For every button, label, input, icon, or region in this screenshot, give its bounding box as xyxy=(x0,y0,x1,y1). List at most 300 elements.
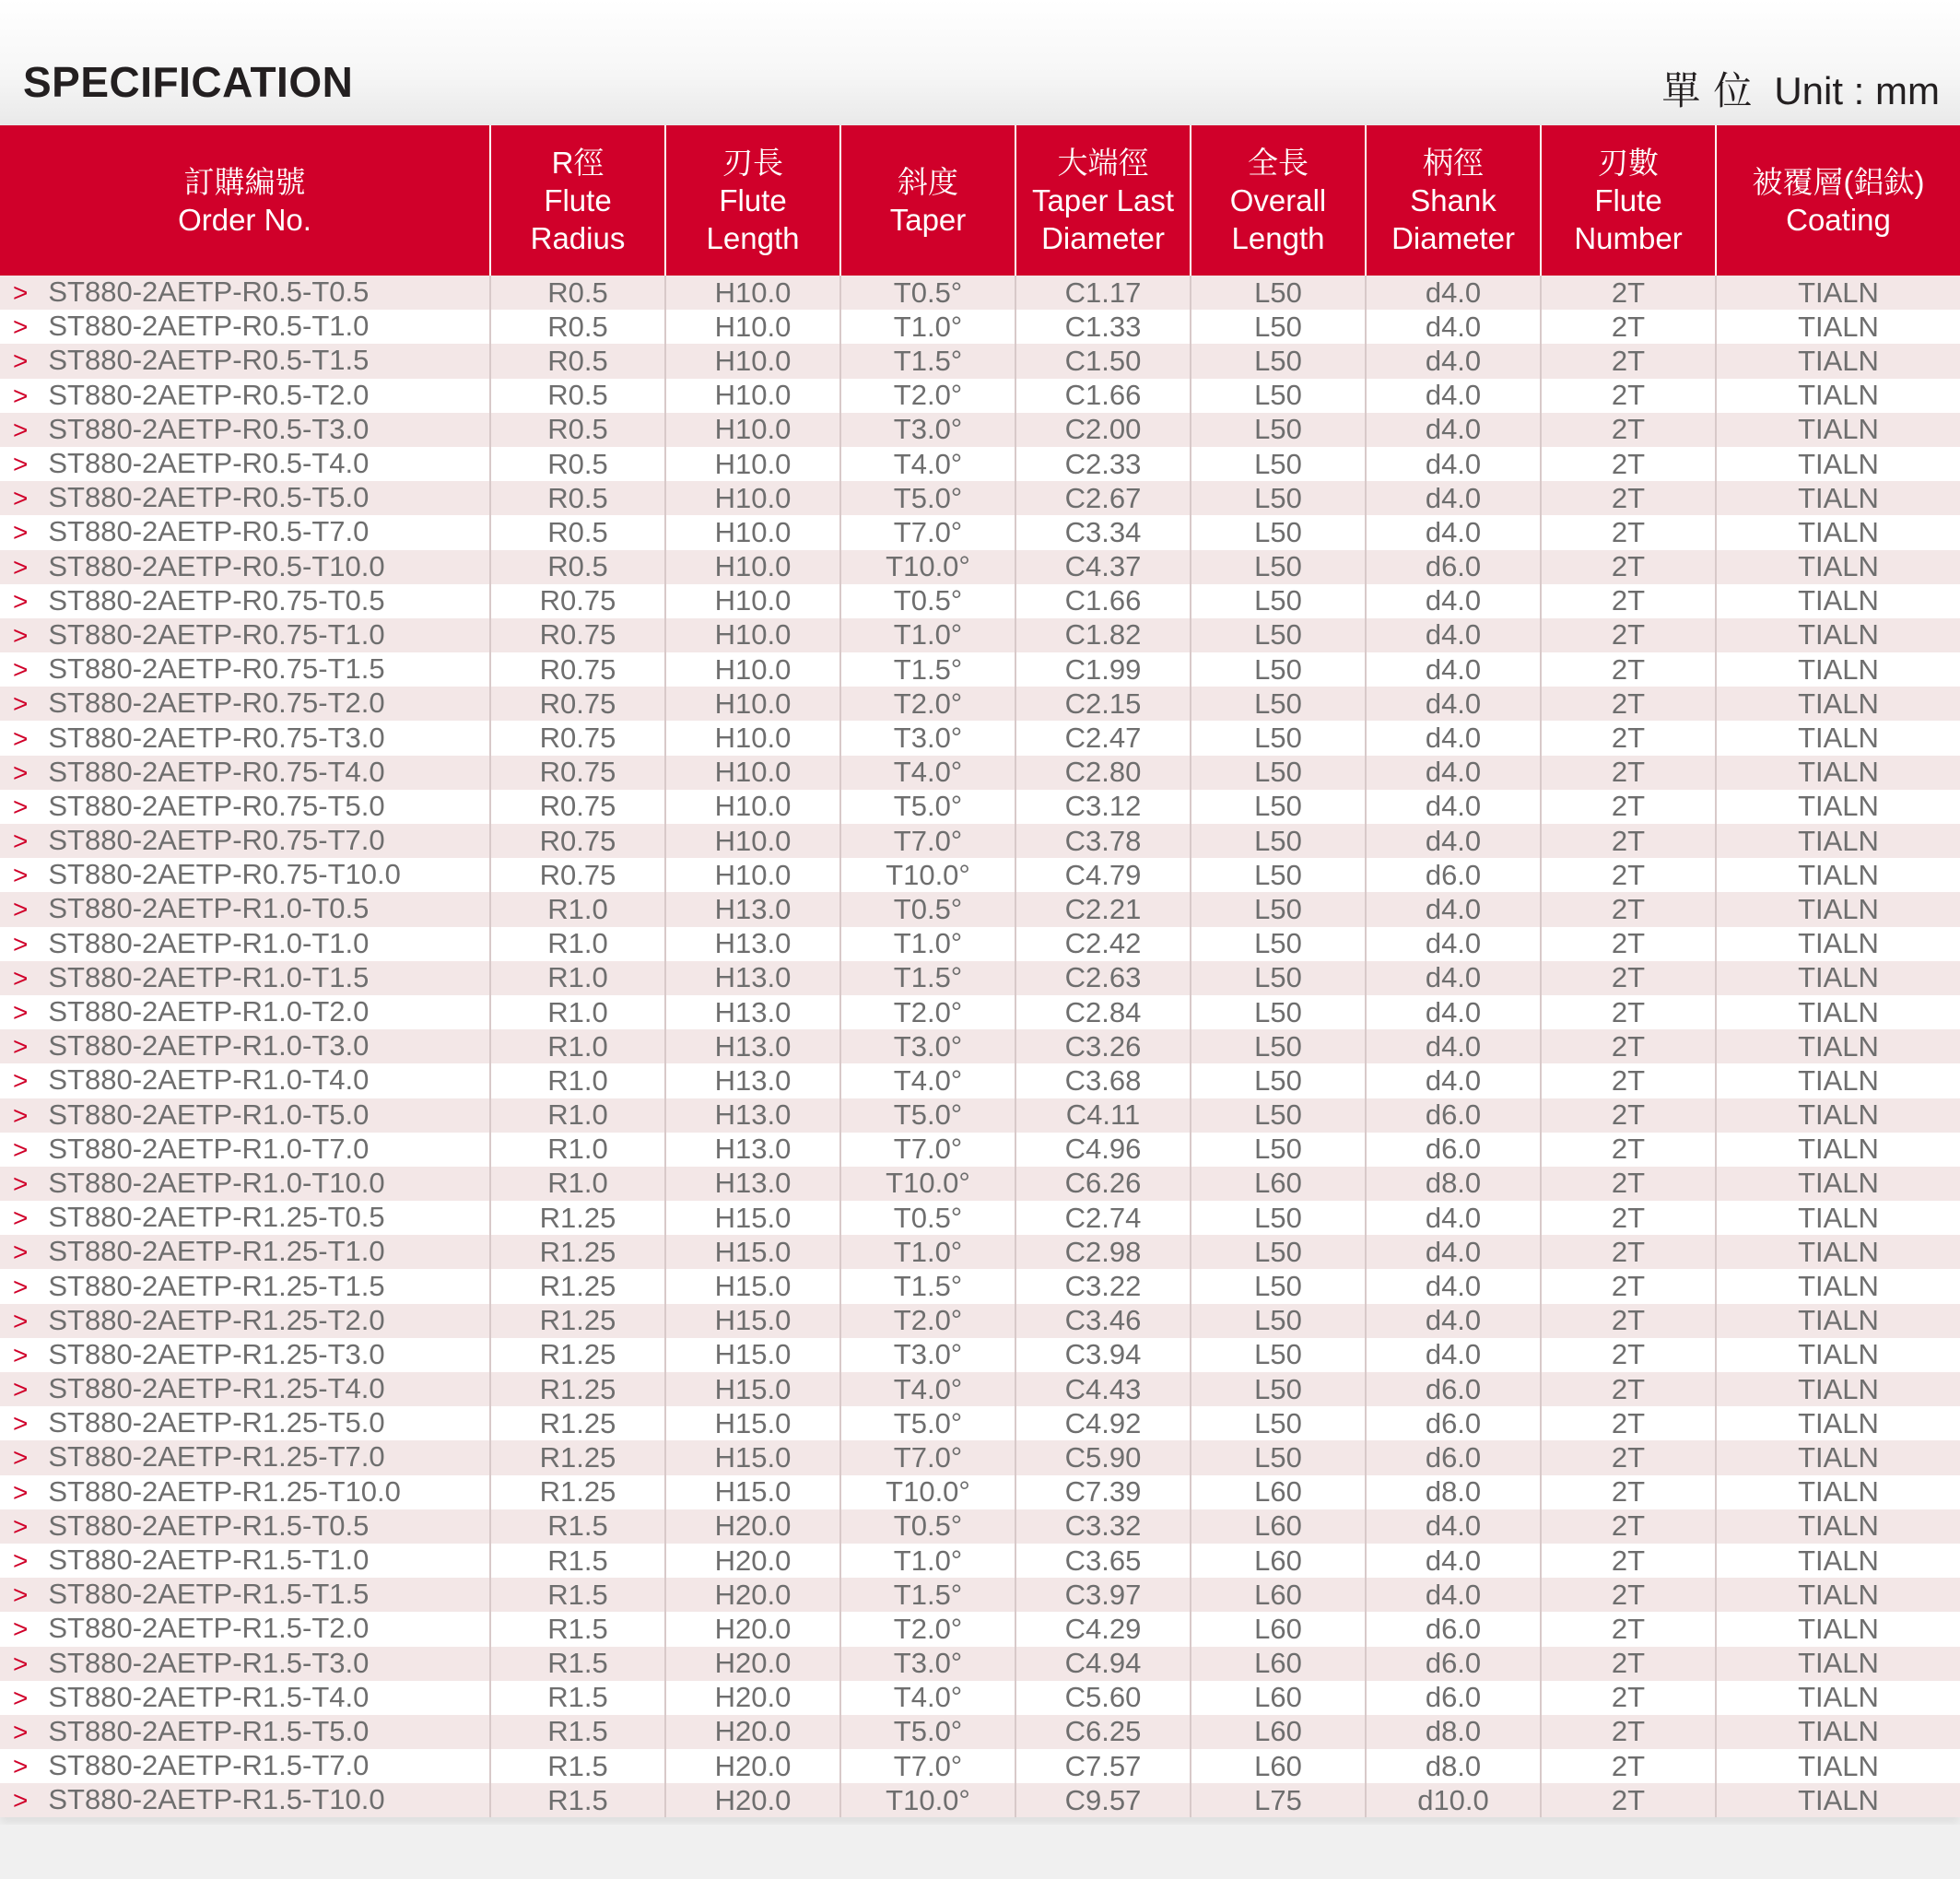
column-header-flute-radius xyxy=(490,125,665,276)
row-arrow-icon: > xyxy=(13,1649,29,1678)
table-row xyxy=(0,687,1960,721)
row-arrow-icon: > xyxy=(13,1443,29,1473)
table-row xyxy=(0,1406,1960,1440)
cell-coating: TIALN xyxy=(1716,276,1960,310)
cell-coating: TIALN xyxy=(1716,824,1960,858)
row-arrow-icon: > xyxy=(13,450,29,479)
column-header-en: Flute xyxy=(544,183,612,217)
table-row xyxy=(0,481,1960,515)
order-number: ST880-2AETP-R1.5-T1.5 xyxy=(48,1578,370,1611)
table-row xyxy=(0,995,1960,1029)
cell-taper-last-diameter: C3.32 xyxy=(1015,1509,1191,1544)
cell-taper: T10.0° xyxy=(840,858,1015,892)
cell-flute-number: 2T xyxy=(1541,1681,1716,1715)
cell-taper-last-diameter: C2.74 xyxy=(1015,1201,1191,1235)
row-arrow-icon: > xyxy=(13,861,29,890)
cell-flute-number: 2T xyxy=(1541,756,1716,790)
cell-flute-number: 2T xyxy=(1541,1544,1716,1578)
cell-taper: T5.0° xyxy=(840,1098,1015,1133)
cell-taper-last-diameter: C4.94 xyxy=(1015,1647,1191,1681)
order-number: ST880-2AETP-R1.0-T4.0 xyxy=(48,1063,370,1097)
cell-taper: T1.0° xyxy=(840,310,1015,344)
order-number: ST880-2AETP-R0.75-T4.0 xyxy=(48,755,385,788)
cell-coating: TIALN xyxy=(1716,1304,1960,1338)
cell-flute-radius: R1.0 xyxy=(490,1133,665,1167)
cell-flute-length: H13.0 xyxy=(665,961,840,995)
table-row xyxy=(0,1029,1960,1063)
cell-order-no xyxy=(0,995,490,1029)
cell-flute-number: 2T xyxy=(1541,515,1716,549)
cell-coating: TIALN xyxy=(1716,618,1960,652)
cell-overall-length: L50 xyxy=(1191,1440,1366,1474)
cell-overall-length: L50 xyxy=(1191,1304,1366,1338)
cell-coating: TIALN xyxy=(1716,1578,1960,1612)
cell-overall-length: L60 xyxy=(1191,1578,1366,1612)
cell-taper: T2.0° xyxy=(840,1304,1015,1338)
cell-coating: TIALN xyxy=(1716,1338,1960,1372)
table-row xyxy=(0,1098,1960,1133)
cell-taper: T10.0° xyxy=(840,1167,1015,1201)
cell-shank-diameter: d4.0 xyxy=(1366,1544,1541,1578)
cell-flute-number: 2T xyxy=(1541,1269,1716,1303)
cell-order-no xyxy=(0,892,490,926)
cell-flute-number: 2T xyxy=(1541,790,1716,824)
cell-shank-diameter: d8.0 xyxy=(1366,1167,1541,1201)
cell-shank-diameter: d4.0 xyxy=(1366,276,1541,310)
cell-taper-last-diameter: C3.34 xyxy=(1015,515,1191,549)
cell-order-no xyxy=(0,618,490,652)
cell-order-no xyxy=(0,1304,490,1338)
cell-taper-last-diameter: C3.65 xyxy=(1015,1544,1191,1578)
cell-taper: T7.0° xyxy=(840,1133,1015,1167)
cell-order-no xyxy=(0,687,490,721)
cell-flute-number: 2T xyxy=(1541,550,1716,584)
cell-flute-number: 2T xyxy=(1541,652,1716,687)
row-arrow-icon: > xyxy=(13,998,29,1028)
order-number: ST880-2AETP-R1.0-T3.0 xyxy=(48,1029,370,1063)
cell-shank-diameter: d4.0 xyxy=(1366,618,1541,652)
cell-overall-length: L50 xyxy=(1191,584,1366,618)
order-number: ST880-2AETP-R1.5-T0.5 xyxy=(48,1509,370,1542)
row-arrow-icon: > xyxy=(13,1306,29,1335)
cell-coating: TIALN xyxy=(1716,721,1960,755)
cell-flute-length: H13.0 xyxy=(665,1029,840,1063)
table-row xyxy=(0,1783,1960,1817)
cell-shank-diameter: d6.0 xyxy=(1366,1406,1541,1440)
cell-order-no xyxy=(0,1715,490,1749)
cell-flute-length: H20.0 xyxy=(665,1783,840,1817)
cell-flute-length: H20.0 xyxy=(665,1578,840,1612)
cell-taper: T5.0° xyxy=(840,1406,1015,1440)
cell-coating: TIALN xyxy=(1716,892,1960,926)
cell-overall-length: L50 xyxy=(1191,995,1366,1029)
cell-flute-number: 2T xyxy=(1541,1029,1716,1063)
cell-shank-diameter: d4.0 xyxy=(1366,310,1541,344)
row-arrow-icon: > xyxy=(13,757,29,787)
cell-taper: T5.0° xyxy=(840,481,1015,515)
row-arrow-icon: > xyxy=(13,1683,29,1712)
table-body xyxy=(0,276,1960,1817)
cell-flute-radius: R1.25 xyxy=(490,1269,665,1303)
cell-order-no xyxy=(0,1612,490,1646)
cell-overall-length: L50 xyxy=(1191,721,1366,755)
cell-flute-radius: R1.5 xyxy=(490,1578,665,1612)
order-number: ST880-2AETP-R0.5-T3.0 xyxy=(48,412,370,445)
row-arrow-icon: > xyxy=(13,346,29,376)
order-number: ST880-2AETP-R1.0-T2.0 xyxy=(48,995,370,1028)
table-row xyxy=(0,1304,1960,1338)
cell-shank-diameter: d8.0 xyxy=(1366,1715,1541,1749)
cell-taper-last-diameter: C4.92 xyxy=(1015,1406,1191,1440)
order-number: ST880-2AETP-R1.0-T1.0 xyxy=(48,926,370,959)
cell-overall-length: L50 xyxy=(1191,756,1366,790)
order-number: ST880-2AETP-R1.5-T5.0 xyxy=(48,1714,370,1747)
cell-flute-number: 2T xyxy=(1541,379,1716,413)
cell-flute-radius: R1.25 xyxy=(490,1475,665,1509)
column-header-zh: 被覆層(鋁鈦) xyxy=(1752,164,1925,199)
cell-order-no xyxy=(0,515,490,549)
cell-shank-diameter: d4.0 xyxy=(1366,721,1541,755)
cell-overall-length: L50 xyxy=(1191,687,1366,721)
order-number: ST880-2AETP-R1.25-T7.0 xyxy=(48,1440,385,1474)
table-row xyxy=(0,1063,1960,1098)
cell-flute-length: H20.0 xyxy=(665,1509,840,1544)
cell-taper-last-diameter: C2.00 xyxy=(1015,413,1191,447)
cell-taper-last-diameter: C2.63 xyxy=(1015,961,1191,995)
cell-flute-number: 2T xyxy=(1541,481,1716,515)
table-row xyxy=(0,1338,1960,1372)
cell-shank-diameter: d6.0 xyxy=(1366,1098,1541,1133)
cell-coating: TIALN xyxy=(1716,1406,1960,1440)
order-number: ST880-2AETP-R1.0-T1.5 xyxy=(48,960,370,993)
cell-taper: T5.0° xyxy=(840,790,1015,824)
cell-taper: T7.0° xyxy=(840,515,1015,549)
cell-taper: T7.0° xyxy=(840,1440,1015,1474)
cell-shank-diameter: d6.0 xyxy=(1366,1133,1541,1167)
cell-flute-radius: R1.0 xyxy=(490,961,665,995)
cell-coating: TIALN xyxy=(1716,1029,1960,1063)
row-arrow-icon: > xyxy=(13,1066,29,1096)
column-header-en: Shank xyxy=(1410,183,1496,217)
cell-flute-radius: R1.25 xyxy=(490,1440,665,1474)
row-arrow-icon: > xyxy=(13,1100,29,1130)
row-arrow-icon: > xyxy=(13,1340,29,1369)
cell-taper: T1.0° xyxy=(840,618,1015,652)
cell-taper: T5.0° xyxy=(840,1715,1015,1749)
cell-flute-length: H10.0 xyxy=(665,858,840,892)
cell-order-no xyxy=(0,1098,490,1133)
cell-order-no xyxy=(0,652,490,687)
cell-taper-last-diameter: C2.42 xyxy=(1015,927,1191,961)
cell-overall-length: L50 xyxy=(1191,276,1366,310)
cell-order-no xyxy=(0,927,490,961)
cell-shank-diameter: d4.0 xyxy=(1366,824,1541,858)
cell-taper-last-diameter: C4.37 xyxy=(1015,550,1191,584)
table-row xyxy=(0,447,1960,481)
row-arrow-icon: > xyxy=(13,1169,29,1198)
column-header-overall-length xyxy=(1191,125,1366,276)
cell-flute-radius: R0.5 xyxy=(490,344,665,378)
cell-taper: T10.0° xyxy=(840,550,1015,584)
cell-flute-radius: R0.75 xyxy=(490,687,665,721)
cell-order-no xyxy=(0,1783,490,1817)
cell-taper-last-diameter: C5.60 xyxy=(1015,1681,1191,1715)
column-header-zh: 柄徑 xyxy=(1423,146,1484,180)
cell-taper-last-diameter: C3.22 xyxy=(1015,1269,1191,1303)
cell-coating: TIALN xyxy=(1716,515,1960,549)
cell-taper-last-diameter: C2.21 xyxy=(1015,892,1191,926)
cell-flute-length: H10.0 xyxy=(665,652,840,687)
cell-coating: TIALN xyxy=(1716,1647,1960,1681)
cell-flute-radius: R0.75 xyxy=(490,652,665,687)
cell-coating: TIALN xyxy=(1716,927,1960,961)
row-arrow-icon: > xyxy=(13,1238,29,1267)
order-number: ST880-2AETP-R1.25-T0.5 xyxy=(48,1201,385,1234)
cell-overall-length: L60 xyxy=(1191,1167,1366,1201)
cell-flute-number: 2T xyxy=(1541,584,1716,618)
column-header-flute-length xyxy=(665,125,840,276)
table-row xyxy=(0,310,1960,344)
row-arrow-icon: > xyxy=(13,1615,29,1644)
row-arrow-icon: > xyxy=(13,689,29,719)
cell-shank-diameter: d4.0 xyxy=(1366,1201,1541,1235)
cell-flute-radius: R0.5 xyxy=(490,481,665,515)
cell-shank-diameter: d4.0 xyxy=(1366,344,1541,378)
cell-overall-length: L50 xyxy=(1191,1063,1366,1098)
cell-order-no xyxy=(0,379,490,413)
column-header-en: Length xyxy=(706,221,800,255)
table-row xyxy=(0,961,1960,995)
cell-coating: TIALN xyxy=(1716,481,1960,515)
cell-overall-length: L60 xyxy=(1191,1544,1366,1578)
cell-flute-length: H15.0 xyxy=(665,1338,840,1372)
cell-shank-diameter: d4.0 xyxy=(1366,1235,1541,1269)
cell-overall-length: L50 xyxy=(1191,1029,1366,1063)
cell-flute-length: H10.0 xyxy=(665,447,840,481)
cell-shank-diameter: d8.0 xyxy=(1366,1749,1541,1783)
order-number: ST880-2AETP-R1.25-T10.0 xyxy=(48,1474,401,1508)
cell-taper: T1.5° xyxy=(840,1578,1015,1612)
cell-overall-length: L50 xyxy=(1191,310,1366,344)
cell-flute-number: 2T xyxy=(1541,824,1716,858)
cell-coating: TIALN xyxy=(1716,1235,1960,1269)
cell-shank-diameter: d4.0 xyxy=(1366,1338,1541,1372)
column-header-en: Number xyxy=(1574,221,1683,255)
column-header-flute-number xyxy=(1541,125,1716,276)
cell-order-no xyxy=(0,584,490,618)
cell-taper-last-diameter: C4.79 xyxy=(1015,858,1191,892)
cell-flute-radius: R0.5 xyxy=(490,447,665,481)
cell-order-no xyxy=(0,344,490,378)
cell-flute-radius: R1.5 xyxy=(490,1612,665,1646)
row-arrow-icon: > xyxy=(13,655,29,685)
cell-shank-diameter: d4.0 xyxy=(1366,515,1541,549)
cell-taper-last-diameter: C2.84 xyxy=(1015,995,1191,1029)
cell-shank-diameter: d4.0 xyxy=(1366,687,1541,721)
cell-taper: T2.0° xyxy=(840,1612,1015,1646)
row-arrow-icon: > xyxy=(13,1546,29,1576)
cell-shank-diameter: d10.0 xyxy=(1366,1783,1541,1817)
cell-order-no xyxy=(0,1578,490,1612)
column-header-en: Diameter xyxy=(1041,221,1165,255)
column-header-zh: 大端徑 xyxy=(1057,146,1149,180)
cell-flute-length: H10.0 xyxy=(665,344,840,378)
cell-flute-length: H13.0 xyxy=(665,1063,840,1098)
cell-flute-number: 2T xyxy=(1541,687,1716,721)
cell-taper-last-diameter: C4.29 xyxy=(1015,1612,1191,1646)
order-number: ST880-2AETP-R1.0-T5.0 xyxy=(48,1098,370,1131)
cell-shank-diameter: d4.0 xyxy=(1366,790,1541,824)
cell-taper-last-diameter: C4.96 xyxy=(1015,1133,1191,1167)
order-number: ST880-2AETP-R1.5-T3.0 xyxy=(48,1646,370,1679)
cell-overall-length: L60 xyxy=(1191,1509,1366,1544)
cell-flute-length: H10.0 xyxy=(665,310,840,344)
row-arrow-icon: > xyxy=(13,1717,29,1746)
row-arrow-icon: > xyxy=(13,381,29,410)
cell-shank-diameter: d4.0 xyxy=(1366,1063,1541,1098)
column-header-en: Flute xyxy=(719,183,787,217)
cell-overall-length: L50 xyxy=(1191,927,1366,961)
cell-flute-number: 2T xyxy=(1541,1715,1716,1749)
row-arrow-icon: > xyxy=(13,792,29,821)
cell-flute-radius: R1.25 xyxy=(490,1304,665,1338)
column-header-zh: 刃長 xyxy=(722,146,783,180)
table-row xyxy=(0,1133,1960,1167)
cell-overall-length: L50 xyxy=(1191,481,1366,515)
cell-taper: T4.0° xyxy=(840,1063,1015,1098)
cell-flute-radius: R1.5 xyxy=(490,1544,665,1578)
cell-taper-last-diameter: C1.50 xyxy=(1015,344,1191,378)
cell-order-no xyxy=(0,1133,490,1167)
cell-overall-length: L50 xyxy=(1191,1338,1366,1372)
table-row xyxy=(0,515,1960,549)
cell-flute-radius: R0.5 xyxy=(490,413,665,447)
cell-flute-length: H10.0 xyxy=(665,379,840,413)
table-row xyxy=(0,276,1960,310)
cell-flute-radius: R1.0 xyxy=(490,892,665,926)
cell-flute-radius: R0.5 xyxy=(490,515,665,549)
cell-flute-number: 2T xyxy=(1541,892,1716,926)
cell-overall-length: L50 xyxy=(1191,447,1366,481)
row-arrow-icon: > xyxy=(13,1272,29,1301)
unit-label xyxy=(1661,61,1940,116)
cell-order-no xyxy=(0,1544,490,1578)
cell-order-no xyxy=(0,790,490,824)
cell-order-no xyxy=(0,1201,490,1235)
cell-order-no xyxy=(0,1372,490,1406)
cell-coating: TIALN xyxy=(1716,1098,1960,1133)
order-number: ST880-2AETP-R1.25-T3.0 xyxy=(48,1337,385,1370)
cell-order-no xyxy=(0,1338,490,1372)
table-row xyxy=(0,652,1960,687)
order-number: ST880-2AETP-R1.25-T4.0 xyxy=(48,1372,385,1405)
cell-flute-number: 2T xyxy=(1541,1201,1716,1235)
cell-overall-length: L50 xyxy=(1191,413,1366,447)
cell-coating: TIALN xyxy=(1716,1612,1960,1646)
cell-taper-last-diameter: C1.99 xyxy=(1015,652,1191,687)
cell-coating: TIALN xyxy=(1716,756,1960,790)
table-row xyxy=(0,618,1960,652)
cell-overall-length: L50 xyxy=(1191,1406,1366,1440)
cell-shank-diameter: d6.0 xyxy=(1366,1681,1541,1715)
cell-order-no xyxy=(0,413,490,447)
cell-flute-length: H13.0 xyxy=(665,1133,840,1167)
cell-coating: TIALN xyxy=(1716,652,1960,687)
order-number: ST880-2AETP-R0.75-T1.5 xyxy=(48,652,385,686)
cell-flute-length: H20.0 xyxy=(665,1647,840,1681)
cell-flute-length: H10.0 xyxy=(665,756,840,790)
cell-flute-number: 2T xyxy=(1541,961,1716,995)
cell-coating: TIALN xyxy=(1716,1475,1960,1509)
cell-flute-length: H15.0 xyxy=(665,1440,840,1474)
cell-flute-radius: R0.75 xyxy=(490,618,665,652)
cell-overall-length: L50 xyxy=(1191,379,1366,413)
cell-taper: T10.0° xyxy=(840,1783,1015,1817)
cell-taper-last-diameter: C6.25 xyxy=(1015,1715,1191,1749)
row-arrow-icon: > xyxy=(13,415,29,444)
table-row xyxy=(0,721,1960,755)
cell-flute-length: H10.0 xyxy=(665,790,840,824)
order-number: ST880-2AETP-R0.5-T1.0 xyxy=(48,310,370,343)
cell-shank-diameter: d4.0 xyxy=(1366,652,1541,687)
cell-order-no xyxy=(0,1475,490,1509)
row-arrow-icon: > xyxy=(13,312,29,342)
cell-order-no xyxy=(0,1063,490,1098)
order-number: ST880-2AETP-R1.5-T7.0 xyxy=(48,1749,370,1782)
cell-flute-radius: R1.0 xyxy=(490,927,665,961)
cell-flute-length: H15.0 xyxy=(665,1304,840,1338)
cell-order-no xyxy=(0,1029,490,1063)
unit-text: Unit : mm xyxy=(1774,69,1940,112)
column-header-en: Taper xyxy=(889,202,967,237)
cell-taper: T1.0° xyxy=(840,927,1015,961)
order-number: ST880-2AETP-R1.25-T1.5 xyxy=(48,1269,385,1302)
column-header-en: Diameter xyxy=(1391,221,1515,255)
cell-order-no xyxy=(0,1269,490,1303)
cell-order-no xyxy=(0,1167,490,1201)
cell-taper-last-diameter: C2.47 xyxy=(1015,721,1191,755)
cell-taper-last-diameter: C6.26 xyxy=(1015,1167,1191,1201)
cell-shank-diameter: d4.0 xyxy=(1366,379,1541,413)
order-number: ST880-2AETP-R0.5-T7.0 xyxy=(48,515,370,548)
cell-order-no xyxy=(0,1681,490,1715)
order-number: ST880-2AETP-R0.75-T10.0 xyxy=(48,858,401,891)
cell-overall-length: L50 xyxy=(1191,961,1366,995)
cell-flute-length: H10.0 xyxy=(665,413,840,447)
cell-taper: T2.0° xyxy=(840,995,1015,1029)
cell-taper-last-diameter: C3.78 xyxy=(1015,824,1191,858)
column-header-coating xyxy=(1716,125,1960,276)
bottom-band xyxy=(0,1825,1960,1879)
cell-flute-length: H20.0 xyxy=(665,1544,840,1578)
cell-taper-last-diameter: C1.66 xyxy=(1015,379,1191,413)
cell-taper: T1.0° xyxy=(840,1235,1015,1269)
cell-flute-length: H20.0 xyxy=(665,1749,840,1783)
cell-overall-length: L60 xyxy=(1191,1647,1366,1681)
cell-flute-radius: R1.0 xyxy=(490,1167,665,1201)
cell-flute-length: H13.0 xyxy=(665,1167,840,1201)
cell-coating: TIALN xyxy=(1716,1509,1960,1544)
cell-shank-diameter: d4.0 xyxy=(1366,1269,1541,1303)
row-arrow-icon: > xyxy=(13,1134,29,1164)
order-number: ST880-2AETP-R0.5-T5.0 xyxy=(48,481,370,514)
column-header-en: Overall xyxy=(1229,183,1327,217)
cell-flute-length: H20.0 xyxy=(665,1612,840,1646)
cell-flute-number: 2T xyxy=(1541,344,1716,378)
cell-flute-number: 2T xyxy=(1541,1749,1716,1783)
table-row xyxy=(0,1749,1960,1783)
cell-flute-length: H20.0 xyxy=(665,1715,840,1749)
